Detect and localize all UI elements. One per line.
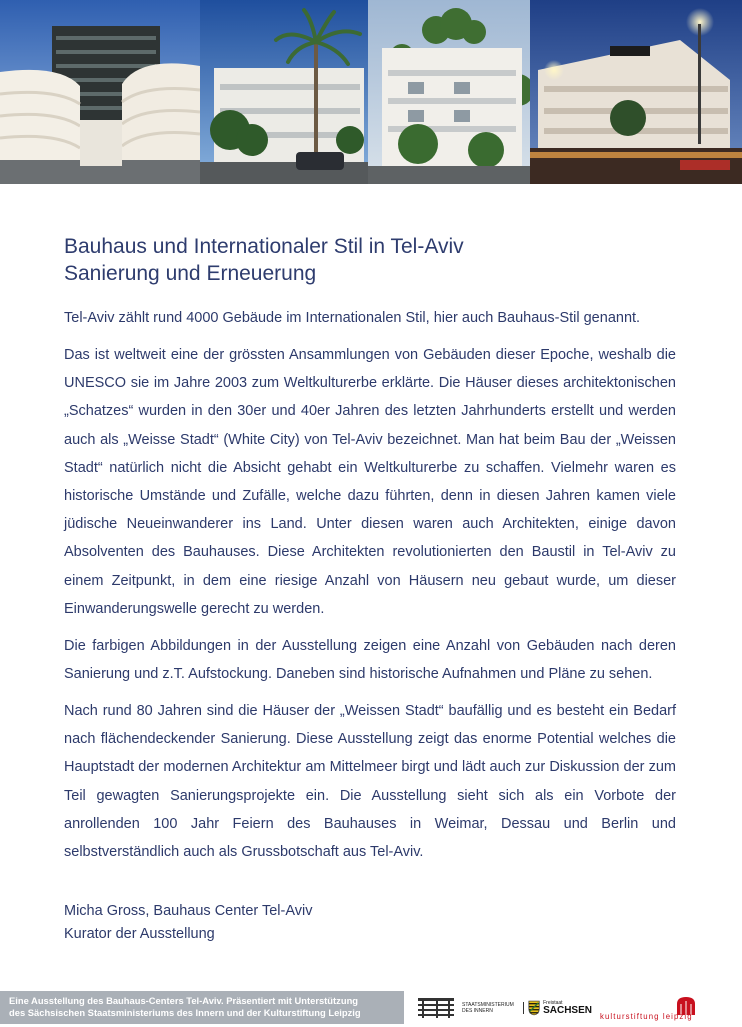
signature-role: Kurator der Ausstellung xyxy=(64,926,215,942)
page-title xyxy=(64,233,684,287)
photo-curved-balcony-building xyxy=(0,0,200,184)
kulturstiftung-logo xyxy=(600,994,740,1022)
footer-credit-box xyxy=(0,991,404,1024)
photo-palm-building xyxy=(200,0,368,184)
body-paragraph-1: Das ist weltweit eine der grössten Ansammlungen von Gebäuden dieser Epoche, weshalb die UNESCO sie im Jahre 2003 zum Weltkulturerbe erklärte. Die Häuser dieses architektonischen „Schatzes“ wurden in den 30er und 40er Jahren des letzten Jahrhunderts erstellt und werden auch als „Weisse Stadt“ (White City) von Tel-Aviv bezeichnet. Man hat beim Bau der „Weissen Stadt“ natürlich nicht die Absicht gehabt ein Weltkulturerbe zu schaffen. Vielmehr waren es historische Umstände und Zufälle, welche dazu führten, denn in diesen Jahren kamen viele jüdische Neueinwanderer ins Land. Unter diesen waren auch Architekten, einige davon Absolventen des Bauhauses. Diese Architekten revolutionierten den Baustil in Tel-Aviv zu einem Zeitpunkt, in dem eine riesige Anzahl von Häusern neu gebaut wurde, um dieser Einwanderungswelle gerecht zu werden. xyxy=(64,347,676,617)
sachsen-logo xyxy=(528,994,592,1022)
footer-line-2: des Sächsischen Staatsministeriums des Innern und der Kulturstiftung Leipzig xyxy=(9,1007,361,1018)
photo-evening-corner-building xyxy=(530,0,742,184)
intro-paragraph: Tel-Aviv zählt rund 4000 Gebäude im Internationalen Stil, hier auch Bauhaus-Stil genannt. xyxy=(64,310,641,326)
body-paragraph-2: Die farbigen Abbildungen in der Ausstellung zeigen eine Anzahl von Gebäuden nach deren Sanierung und z.T. Aufstockung. Daneben sind historische Aufnahmen und Pläne zu sehen. xyxy=(64,638,676,683)
title-line-2: Sanierung und Erneuerung xyxy=(64,262,317,285)
sachsen-crest-icon xyxy=(528,999,540,1017)
sachsen-label: Freistaat xyxy=(543,1000,563,1006)
ministry-logo xyxy=(462,994,524,1022)
photo-strip xyxy=(0,0,742,184)
footer-line-1: Eine Ausstellung des Bauhaus-Centers Tel-Aviv. Präsentiert mit Unterstützung xyxy=(9,995,359,1006)
title-line-1: Bauhaus und Internationaler Stil in Tel-Aviv xyxy=(64,235,464,258)
signature-block xyxy=(64,900,464,946)
photo-rooftop-garden-building xyxy=(368,0,530,184)
bauhaus-center-logo-icon xyxy=(416,994,456,1022)
ministry-line-2: DES INNERN xyxy=(462,1008,493,1014)
sachsen-name: SACHSEN xyxy=(543,1005,592,1016)
kulturstiftung-text: kulturstiftung leipzig xyxy=(600,1012,693,1021)
signature-name: Micha Gross, Bauhaus Center Tel-Aviv xyxy=(64,903,313,919)
body-paragraph-3: Nach rund 80 Jahren sind die Häuser der „Weissen Stadt“ baufällig und es besteht ein Bedarf nach flächendeckender Sanierung. Diese Ausstellung zeigt das enorme Potential welches die Hauptstadt der modernen Architektur am Mittelmeer birgt und lädt auch zur Diskussion der zum Teil gewagten Sanierungsprojekte ein. Die Ausstellung sieht sich als ein Vorbote der anrollenden 100 Jahr Feiern des Bauhauses in Weimar, Dessau und Berlin und selbstverständlich auch als Grussbotschaft aus Tel-Aviv. xyxy=(64,703,676,861)
ministry-line-1: STAATSMINISTERIUM xyxy=(462,1002,514,1008)
